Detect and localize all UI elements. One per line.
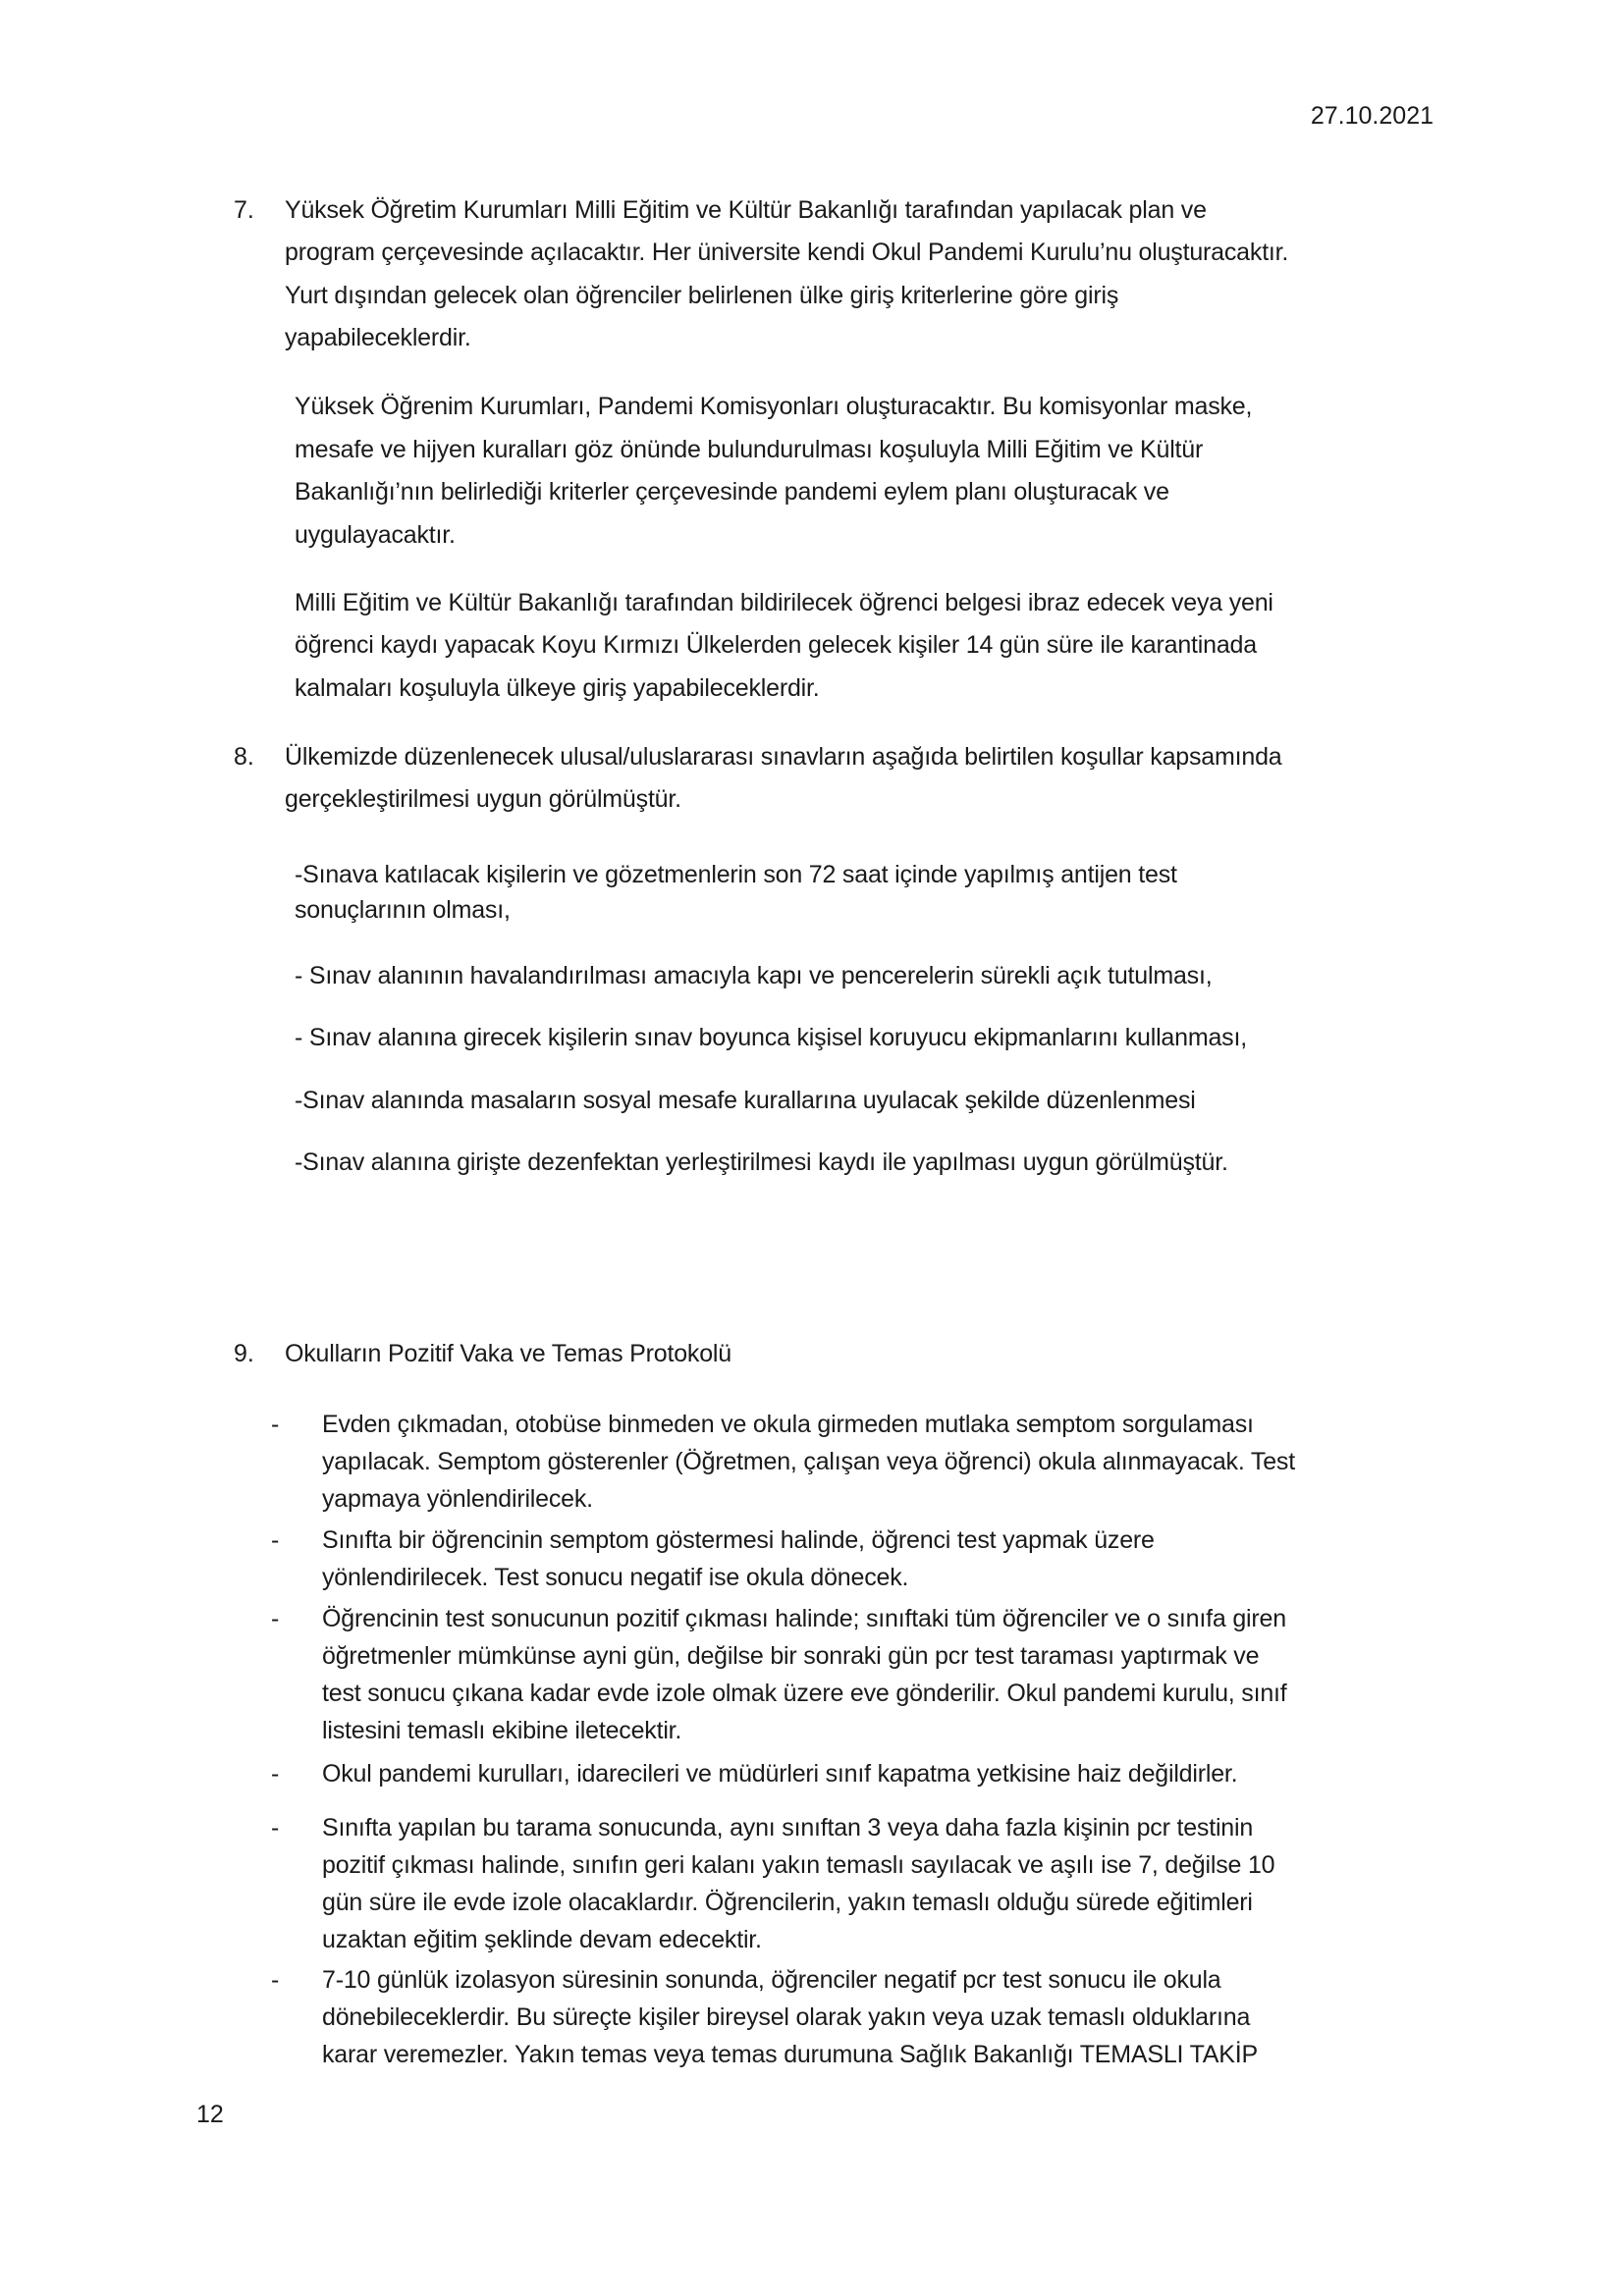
- paragraph-line: mesafe ve hijyen kuralları göz önünde bulundurulması koşuluyla Milli Eğitim ve Kültür: [295, 436, 1204, 463]
- condition-line: - Sınav alanına girecek kişilerin sınav boyunca kişisel koruyucu ekipmanlarını kullanması,: [295, 1024, 1247, 1051]
- item-number: 9.: [234, 1340, 254, 1367]
- bullet-line: yapmaya yönlendirilecek.: [322, 1485, 593, 1513]
- bullet-line: listesini temaslı ekibine iletecektir.: [322, 1717, 682, 1744]
- condition-line: -Sınav alanında masaların sosyal mesafe kurallarına uyulacak şekilde düzenlenmesi: [295, 1087, 1196, 1114]
- text-line: program çerçevesinde açılacaktır. Her üniversite kendi Okul Pandemi Kurulu’nu oluşturacaktır.: [285, 239, 1289, 266]
- bullet-dash: -: [271, 1966, 280, 1994]
- paragraph-line: öğrenci kaydı yapacak Koyu Kırmızı Ülkelerden gelecek kişiler 14 gün süre ile karantinada: [295, 631, 1257, 659]
- bullet-line: yapılacak. Semptom gösterenler (Öğretmen, çalışan veya öğrenci) okula alınmayacak. Test: [322, 1448, 1295, 1475]
- bullet-dash: -: [271, 1814, 280, 1842]
- item-number: 8.: [234, 743, 254, 771]
- condition-line: -Sınava katılacak kişilerin ve gözetmenlerin son 72 saat içinde yapılmış antijen test: [295, 861, 1177, 888]
- bullet-line: gün süre ile evde izole olacaklardır. Öğrencilerin, yakın temaslı olduğu sürede eğitimleri: [322, 1889, 1253, 1916]
- bullet-line: Sınıfta bir öğrencinin semptom göstermesi halinde, öğrenci test yapmak üzere: [322, 1526, 1155, 1554]
- bullet-line: Evden çıkmadan, otobüse binmeden ve okula girmeden mutlaka semptom sorgulaması: [322, 1411, 1254, 1438]
- bullet-dash: -: [271, 1760, 280, 1788]
- paragraph-line: Bakanlığı’nın belirlediği kriterler çerçevesinde pandemi eylem planı oluşturacak ve: [295, 478, 1169, 506]
- bullet-line: uzaktan eğitim şeklinde devam edecektir.: [322, 1926, 762, 1953]
- text-line: yapabileceklerdir.: [285, 324, 471, 351]
- bullet-line: 7-10 günlük izolasyon süresinin sonunda, öğrenciler negatif pcr test sonucu ile okula: [322, 1966, 1221, 1994]
- item-number: 7.: [234, 196, 254, 224]
- bullet-line: Sınıfta yapılan bu tarama sonucunda, aynı sınıftan 3 veya daha fazla kişinin pcr testinin: [322, 1814, 1254, 1842]
- paragraph-line: kalmaları koşuluyla ülkeye giriş yapabileceklerdir.: [295, 674, 820, 702]
- bullet-line: karar veremezler. Yakın temas veya temas durumuna Sağlık Bakanlığı TEMASLI TAKİP: [322, 2041, 1258, 2068]
- condition-line: -Sınav alanına girişte dezenfektan yerleştirilmesi kaydı ile yapılması uygun görülmüştür.: [295, 1148, 1228, 1176]
- page-number: 12: [196, 2101, 224, 2128]
- paragraph-line: Yüksek Öğrenim Kurumları, Pandemi Komisyonları oluşturacaktır. Bu komisyonlar maske,: [295, 393, 1253, 420]
- text-line: gerçekleştirilmesi uygun görülmüştür.: [285, 785, 681, 813]
- section-title: Okulların Pozitif Vaka ve Temas Protokolü: [285, 1340, 731, 1367]
- text-line: Yüksek Öğretim Kurumları Milli Eğitim ve Kültür Bakanlığı tarafından yapılacak plan ve: [285, 196, 1207, 224]
- bullet-line: öğretmenler mümkünse ayni gün, değilse bir sonraki gün pcr test taraması yaptırmak ve: [322, 1642, 1260, 1670]
- bullet-dash: -: [271, 1526, 280, 1554]
- paragraph-line: uygulayacaktır.: [295, 521, 456, 549]
- condition-line: - Sınav alanının havalandırılması amacıyla kapı ve pencerelerin sürekli açık tutulması,: [295, 962, 1213, 989]
- bullet-line: dönebileceklerdir. Bu süreçte kişiler bireysel olarak yakın veya uzak temaslı olduklarına: [322, 2003, 1251, 2031]
- text-line: Ülkemizde düzenlenecek ulusal/uluslararası sınavların aşağıda belirtilen koşullar kapsamında: [285, 743, 1282, 771]
- bullet-line: pozitif çıkması halinde, sınıfın geri kalanı yakın temaslı sayılacak ve aşılı ise 7, değilse 10: [322, 1851, 1275, 1879]
- bullet-line: yönlendirilecek. Test sonucu negatif ise okula dönecek.: [322, 1564, 909, 1591]
- bullet-line: test sonucu çıkana kadar evde izole olmak üzere eve gönderilir. Okul pandemi kurulu, sınıf: [322, 1680, 1287, 1707]
- header-date: 27.10.2021: [1310, 102, 1434, 130]
- bullet-line: Okul pandemi kurulları, idarecileri ve müdürleri sınıf kapatma yetkisine haiz değildirler.: [322, 1760, 1238, 1788]
- text-line: Yurt dışından gelecek olan öğrenciler belirlenen ülke giriş kriterlerine göre giriş: [285, 282, 1119, 309]
- paragraph-line: Milli Eğitim ve Kültür Bakanlığı tarafından bildirilecek öğrenci belgesi ibraz edecek veya yeni: [295, 589, 1273, 616]
- bullet-dash: -: [271, 1411, 280, 1438]
- condition-line: sonuçlarının olması,: [295, 896, 511, 924]
- bullet-line: Öğrencinin test sonucunun pozitif çıkması halinde; sınıftaki tüm öğrenciler ve o sınıfa giren: [322, 1605, 1286, 1632]
- bullet-dash: -: [271, 1605, 280, 1632]
